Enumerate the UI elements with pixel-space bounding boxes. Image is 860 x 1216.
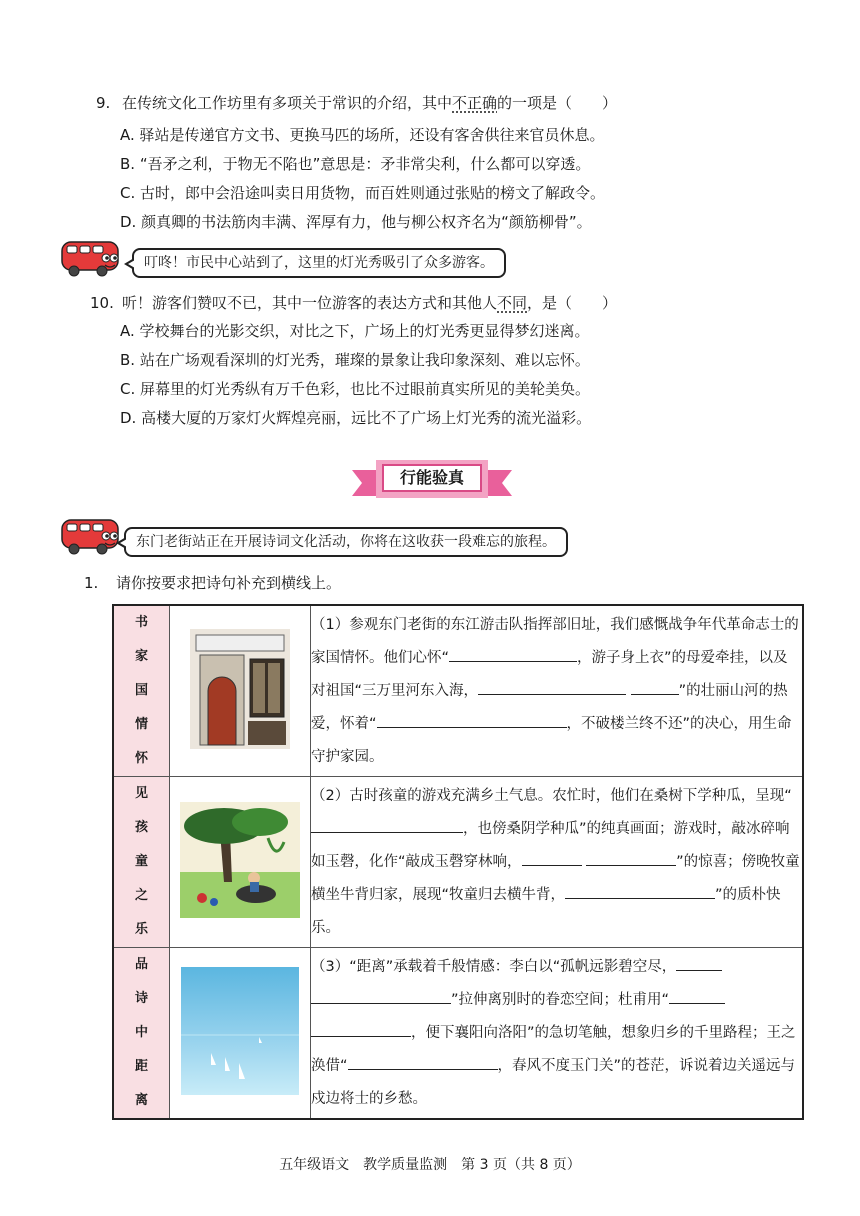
q10-stem-a: 听！游客们赞叹不已，其中一位游客的表达方式和其他人	[122, 294, 498, 312]
bus-mascot-icon	[58, 238, 124, 278]
blank-2-4[interactable]	[565, 880, 715, 899]
children-playing-image	[180, 802, 300, 918]
blank-2-3[interactable]	[586, 847, 676, 866]
row2-text-2: ，也傍桑阴学种瓜”的纯真画面；游戏时，敲冰碎响如玉磬，化作“敲成玉磬穿林响，	[311, 820, 790, 870]
table-row	[113, 777, 803, 948]
sailboats-sea-image	[181, 967, 299, 1095]
q10-option-d[interactable]: D. 高楼大厦的万家灯火辉煌亮丽，远比不了广场上灯光秀的流光溢彩。	[120, 409, 592, 427]
blank-3-1[interactable]	[676, 952, 722, 971]
row-label-poem-distance: 品诗中距离	[134, 957, 148, 1108]
blank-3-2[interactable]	[311, 985, 451, 1004]
row-text-cell	[311, 605, 804, 777]
task1-prompt	[84, 572, 341, 594]
row2-text-1: （2）古时孩童的游戏充满乡土气息。农忙时，他们在桑树下学种瓜，呈现“	[311, 787, 792, 804]
section-banner	[352, 456, 512, 502]
blank-1-1[interactable]	[449, 643, 577, 662]
blank-3-4[interactable]	[311, 1018, 411, 1037]
section-title: 行能验真	[382, 464, 482, 492]
row1-text-2: ，游子身上衣”的母爱牵挂，以及对祖国“三万里河东入海，	[311, 649, 788, 699]
task1-text: 请你按要求把诗句补充到横线上。	[116, 574, 342, 592]
row-label-cell	[113, 605, 170, 777]
q9-stem-b: 的一项是（ ）	[497, 94, 618, 112]
q10-option-b[interactable]: B. 站在广场观看深圳的灯光秀，璀璨的景象让我印象深刻、难以忘怀。	[120, 351, 590, 369]
row1-text-3: ”的壮丽山河的热爱，怀着“	[311, 682, 788, 732]
q9-emphasis: 不正确	[452, 94, 498, 112]
row3-text-3: ，便下襄阳向洛阳”的急切笔触，想象归乡的千里路程；王之涣借“	[311, 1024, 796, 1074]
row1-text-1: （1）参观东门老街的东江游击队指挥部旧址，我们感慨战争年代革命志士的家国情怀。他们心怀“	[311, 616, 799, 666]
q9-option-c[interactable]: C. 古时，郎中会沿途叫卖日用货物，而百姓则通过张贴的榜文了解政令。	[120, 184, 606, 202]
blank-2-2[interactable]	[522, 847, 582, 866]
q9-option-a[interactable]: A. 驿站是传递官方文书、更换马匹的场所，还设有客舍供往来官员休息。	[120, 126, 605, 144]
row-label-family-country: 书家国情怀	[134, 615, 148, 766]
row-label-cell	[113, 948, 170, 1120]
row2-text-4: ”的质朴快乐。	[311, 886, 781, 936]
q10-number: 10.	[90, 294, 114, 312]
row3-text-1: （3）“距离”承载着千般情感：李白以“孤帆远影碧空尽，	[311, 958, 677, 975]
image-cell	[170, 605, 311, 777]
row-label-cell	[113, 777, 170, 948]
q10-emphasis: 不同	[497, 294, 528, 312]
blank-2-1[interactable]	[311, 814, 463, 833]
q10-stem-b: ，是（ ）	[527, 294, 618, 312]
blank-1-4[interactable]	[377, 709, 567, 728]
q9-stem	[96, 92, 617, 114]
row1-text-4: ，不破楼兰终不还”的决心，用生命守护家园。	[311, 715, 792, 765]
image-cell	[170, 777, 311, 948]
q9-option-d[interactable]: D. 颜真卿的书法筋肉丰满、浑厚有力，他与柳公权齐名为“颜筋柳骨”。	[120, 213, 592, 231]
speech-bubble-station-2: 东门老街站正在开展诗词文化活动，你将在这收获一段难忘的旅程。	[124, 527, 568, 557]
bus-mascot-icon-2	[58, 516, 124, 556]
page-footer: 五年级语文 教学质量监测 第 3 页（共 8 页）	[279, 1157, 581, 1173]
row2-text-3: ”的惊喜；傍晚牧童横坐牛背归家，展现“牧童归去横牛背，	[311, 853, 800, 903]
blank-3-5[interactable]	[348, 1051, 498, 1070]
row3-text-2: ”拉伸离别时的眷恋空间；杜甫用“	[451, 991, 670, 1008]
row3-text-4: ，春风不度玉门关”的苍茫，诉说着边关遥远与戍边将士的乡愁。	[311, 1057, 796, 1107]
q10-stem	[90, 292, 617, 314]
row-label-childhood-joy: 见孩童之乐	[134, 786, 148, 937]
q9-number: 9.	[96, 94, 111, 112]
speech-bubble-station-1: 叮咚！市民中心站到了，这里的灯光秀吸引了众多游客。	[132, 248, 506, 278]
image-cell	[170, 948, 311, 1120]
poem-table	[112, 604, 804, 1120]
q10-option-c[interactable]: C. 屏幕里的灯光秀纵有万千色彩，也比不过眼前真实所见的美轮美奂。	[120, 380, 591, 398]
row-text-cell	[311, 948, 804, 1120]
task1-number: 1.	[84, 574, 99, 592]
blank-1-2[interactable]	[478, 676, 626, 695]
q10-option-a[interactable]: A. 学校舞台的光影交织，对比之下，广场上的灯光秀更显得梦幻迷离。	[120, 322, 590, 340]
blank-3-3[interactable]	[669, 985, 725, 1004]
q9-option-b[interactable]: B. “吾矛之利，于物无不陷也”意思是：矛非常尖利，什么都可以穿透。	[120, 155, 591, 173]
row-text-cell	[311, 777, 804, 948]
table-row	[113, 948, 803, 1120]
blank-1-3[interactable]	[631, 676, 679, 695]
old-building-image	[190, 629, 290, 749]
q9-stem-a: 在传统文化工作坊里有多项关于常识的介绍，其中	[122, 94, 453, 112]
table-row	[113, 605, 803, 777]
